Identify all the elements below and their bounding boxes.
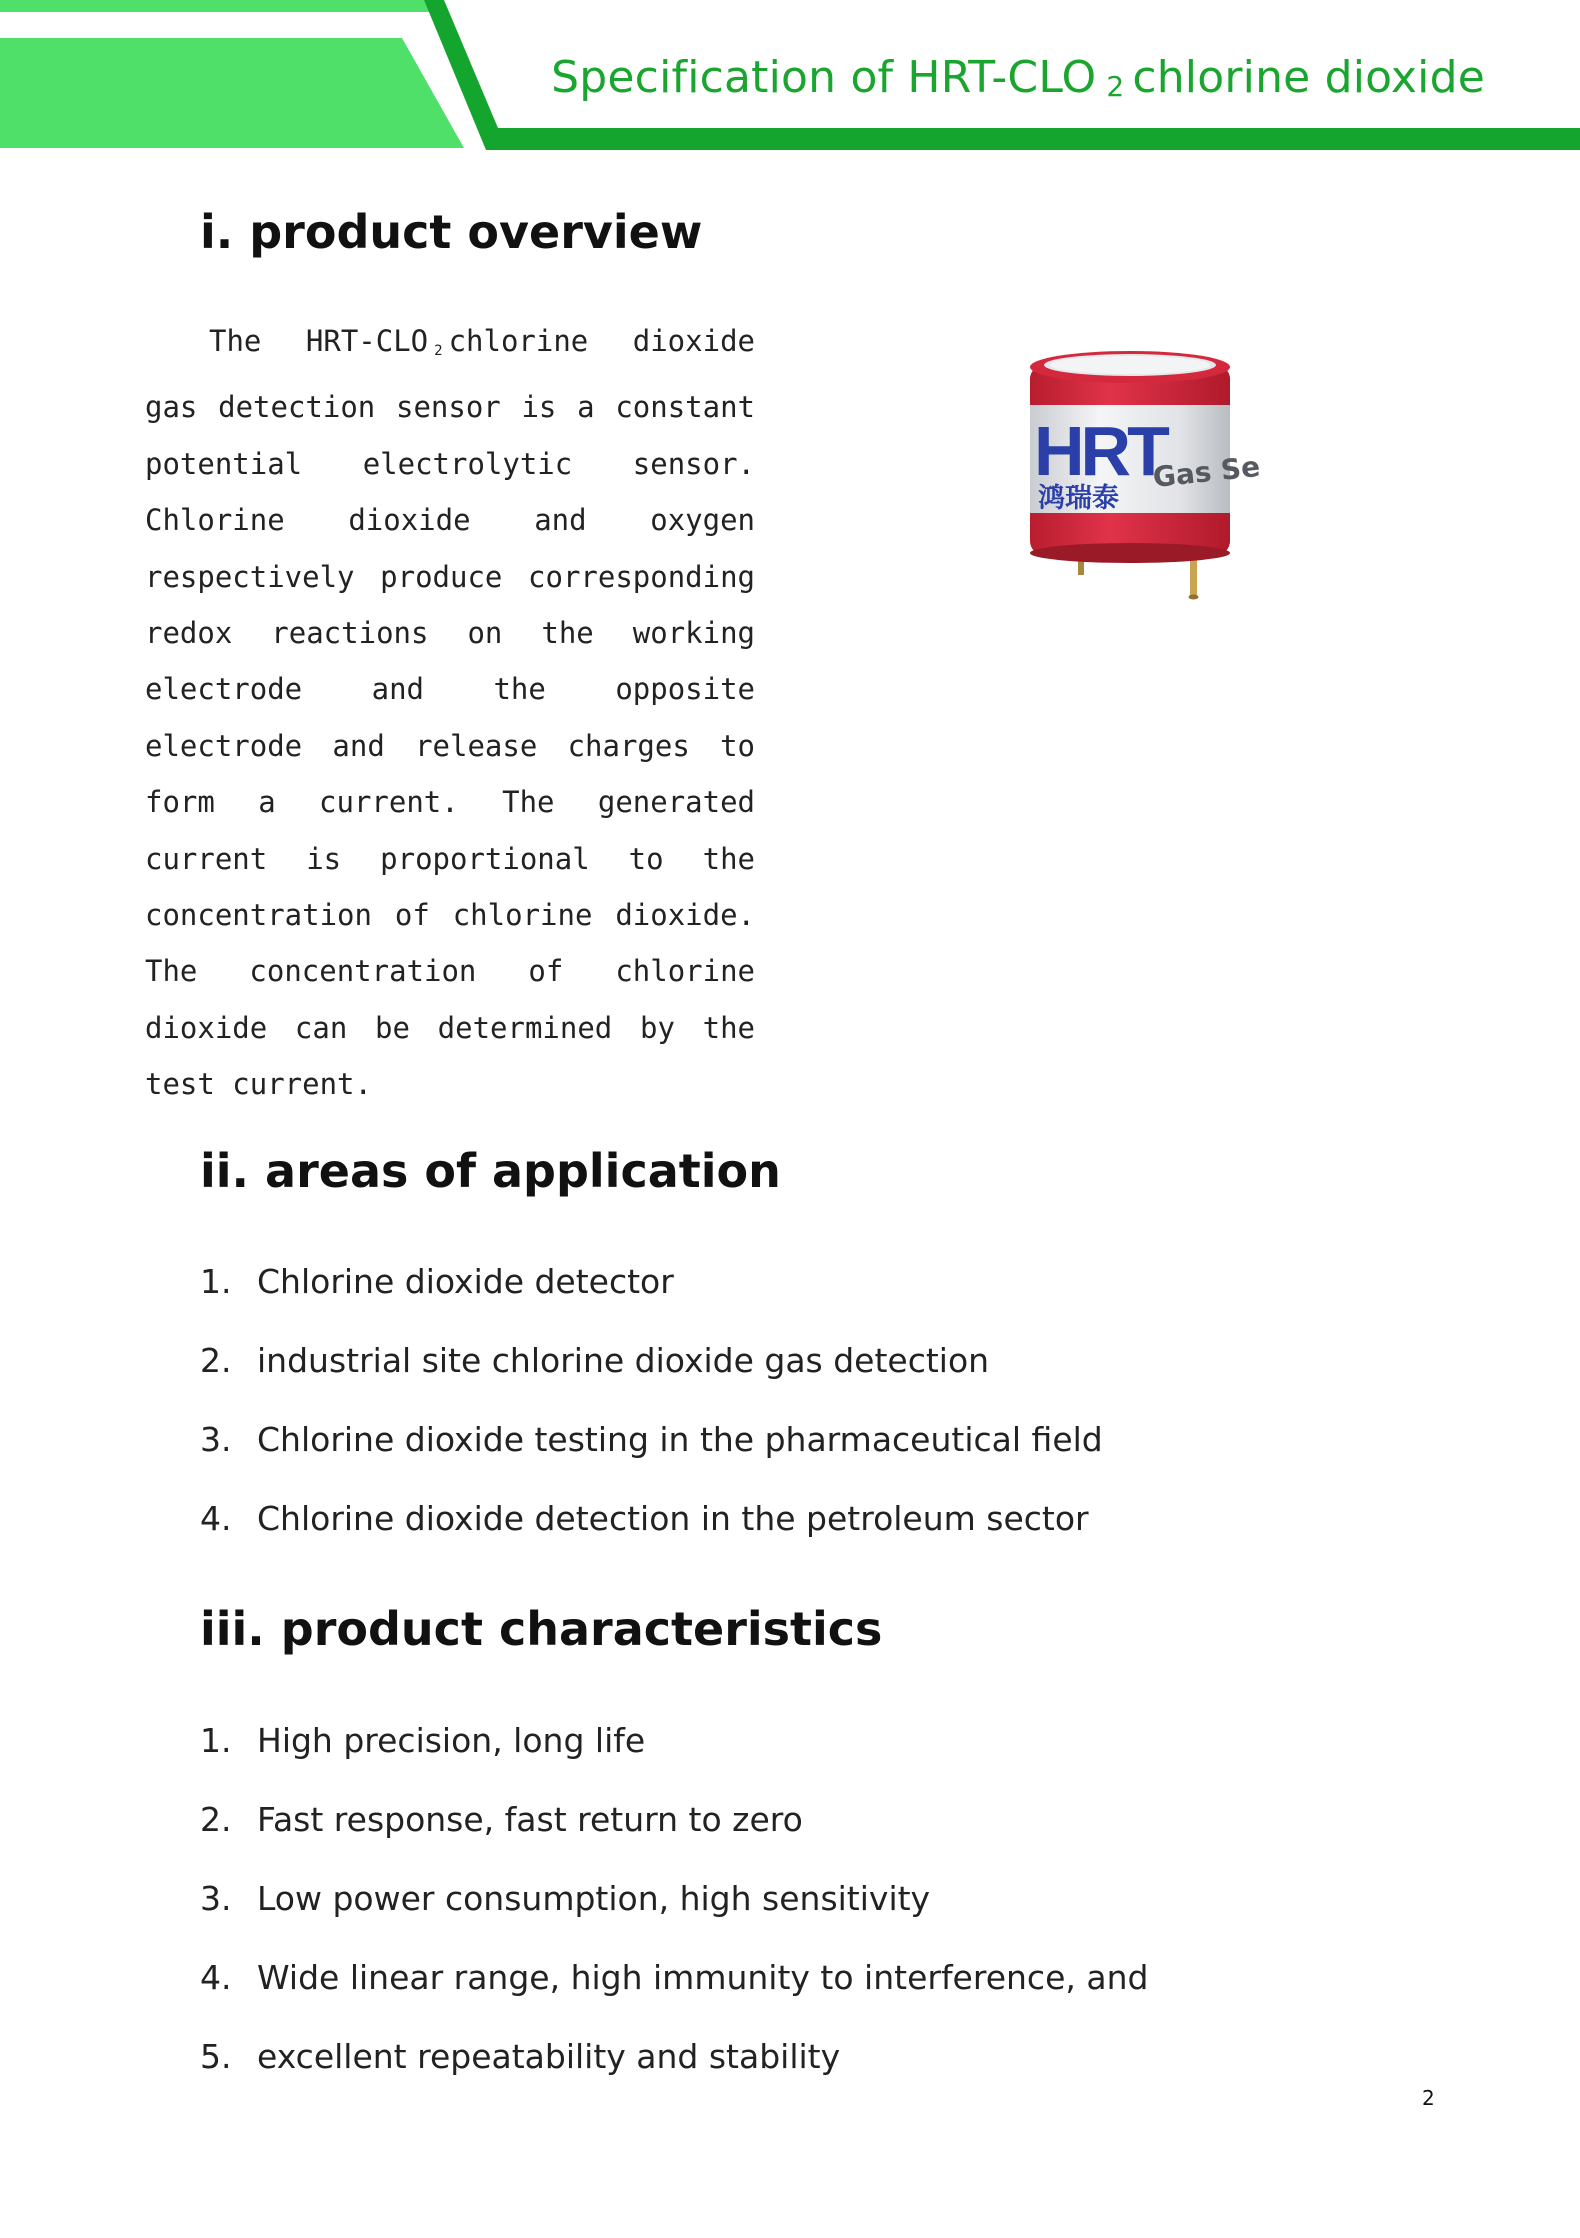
overview-paragraph: The HRT-CLO $_2$ chlorine dioxide gas detection sensor is a constant potential electrolytic sensor. Chlorine dioxide and oxygen respectively produce corresponding redox reactions on the working electrode and the opposite electrode and release charges to form a current. The generated current is proportional to the concentration of chlorine dioxide. The concentration of chlorine dioxide can be determined by the test current. — [145, 324, 755, 1102]
svg-text:HRT: HRT — [1034, 412, 1166, 490]
heading-product-overview: i. product overview — [200, 205, 703, 259]
heading-areas-of-application: ii. areas of application — [200, 1144, 781, 1198]
heading-product-characteristics: iii. product characteristics — [200, 1602, 883, 1656]
svg-text:Gas Se: Gas Se — [1151, 449, 1262, 494]
svg-text:鸿瑞泰: 鸿瑞泰 — [1038, 483, 1119, 514]
page-number: 2 — [1422, 2086, 1435, 2110]
document-title: Specification of HRT-CLO 2 chlorine dioxide — [551, 52, 1485, 103]
product-photo — [1010, 335, 1262, 605]
